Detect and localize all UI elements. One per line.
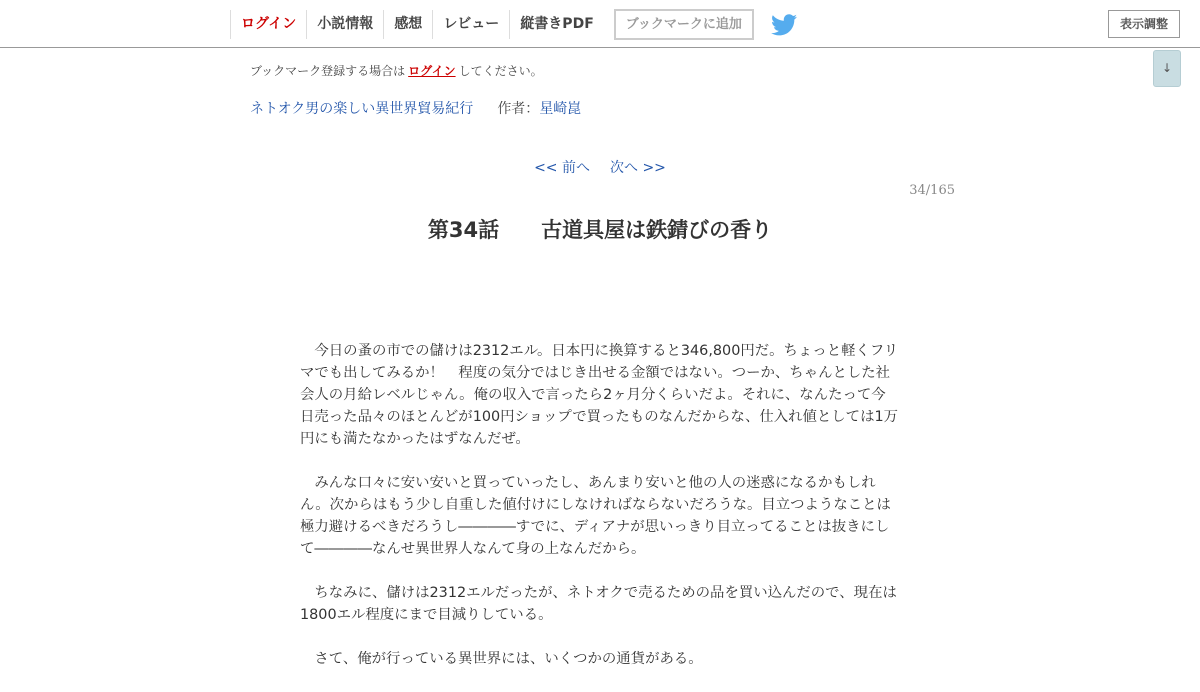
chapter-body [300,340,900,692]
top-nav [230,10,798,39]
body-paragraph: 今日の蚤の市での儲けは2312エル。日本円に換算すると346,800円だ。ちょっと軽くフリマでも出してみるか！ 程度の気分ではじき出せる金額ではない。つーか、ちゃんとした社会人の月給レベルじゃん。俺の収入で言ったら2ヶ月分くらいだよ。それに、なんたって今日売った品々のほとんどが100円ショップで買ったものなんだからな、仕入れ値としては1万円にも満たなかったはずなんだぜ。 [300,343,899,447]
twitter-bird-icon [771,14,797,36]
nav-impressions[interactable]: 感想 [383,10,432,39]
twitter-icon[interactable] [770,13,798,37]
next-chapter-link[interactable]: 次へ >> [610,160,666,176]
bookmark-notice-suffix: してください。 [458,64,543,78]
chapter-title: 第34話 古道具屋は鉄錆びの香り [427,218,773,242]
add-bookmark-button[interactable]: ブックマークに追加 [614,9,754,40]
prev-chapter-link[interactable]: << 前へ [534,160,590,176]
novel-info-line [250,98,581,118]
body-paragraph: さて、俺が行っている異世界には、いくつかの通貨がある。 [300,651,703,667]
bookmark-notice-prefix: ブックマーク登録する場合は [250,64,406,78]
display-settings-button[interactable]: 表示調整 [1108,10,1180,38]
chapter-pager [0,157,1200,177]
nav-vertical-pdf[interactable]: 縦書きPDF [509,10,613,39]
scroll-down-button[interactable]: ↓ [1153,50,1181,87]
nav-login[interactable]: ログイン [230,10,306,39]
bookmark-notice [250,62,543,79]
body-paragraph: ちなみに、儲けは2312エルだったが、ネトオクで売るための品を買い込んだので、現在は1800エル程度にまで目減りしている。 [300,585,897,623]
author-label: 作者： [497,101,540,117]
nav-review[interactable]: レビュー [432,10,509,39]
bookmark-login-link[interactable]: ログイン [408,64,456,78]
author-link[interactable]: 星崎崑 [539,101,582,117]
nav-novel-info[interactable]: 小説情報 [306,10,383,39]
top-bar [0,0,1200,48]
body-paragraph: みんな口々に安い安いと買っていったし、あんまり安いと他の人の迷惑になるかもしれん。次からはもう少し自重した値付けにしなければならないだろうな。目立つようなことは極力避けるべきだろうし――――すでに、ディアナが思いっきり目立ってることは抜きにして――――なんせ異世界人なんて身の上なんだから。 [300,475,891,557]
novel-title-link[interactable]: ネトオク男の楽しい異世界貿易紀行 [250,101,474,117]
page-number: 34/165 [909,183,955,198]
